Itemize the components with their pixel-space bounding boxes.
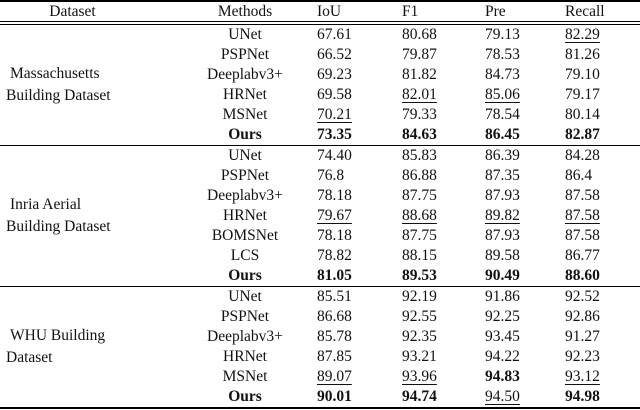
table-section [0,287,640,407]
metric-value-cell: 78.82 [317,247,352,264]
metric-value-cell: 69.23 [317,66,352,83]
metric-value-cell: 89.82 [485,207,520,224]
metric-value-cell: 92.55 [402,308,437,325]
metric-value-cell: 87.85 [317,348,352,365]
metric-value-cell: 84.73 [485,66,520,83]
metric-value-cell: 88.15 [402,247,437,264]
method-name-cell: Ours [228,267,262,284]
metric-value-cell: 79.87 [402,46,437,63]
metric-value-cell: 81.05 [317,267,352,284]
dataset-label-line: Massachusetts [10,65,100,82]
metric-value-cell: 92.86 [565,308,600,325]
column-header-methods: Methods [217,2,273,20]
column-header-recall: Recall [565,2,605,20]
method-name-cell: Deeplabv3+ [207,187,283,204]
metric-value-cell: 69.58 [317,86,352,103]
dataset-label-line: Dataset [6,349,53,366]
metric-value-cell: 90.01 [317,388,352,405]
dataset-label-line: Building Dataset [6,87,111,104]
dataset-label [0,25,180,145]
metric-value-cell: 79.67 [317,207,352,224]
metric-value-cell: 78.54 [485,106,520,123]
method-name-cell: PSPNet [220,46,270,63]
metric-value-cell: 86.4 [565,167,593,184]
metric-value-cell: 76.8 [317,167,345,184]
metric-value-cell: 73.35 [317,126,352,143]
metric-value-cell: 87.35 [485,167,520,184]
method-name-cell: MSNet [222,106,268,123]
metric-value-cell: 86.68 [317,308,352,325]
metric-value-cell: 86.39 [485,147,520,164]
method-name-cell: UNet [228,147,262,164]
metric-value-cell: 81.82 [402,66,437,83]
column-header-iou: IoU [317,2,342,20]
metric-value-cell: 90.49 [485,267,520,284]
metric-value-cell: 93.45 [485,328,520,345]
table-header-row [0,2,640,21]
dataset-label [0,287,180,407]
table-body [0,25,640,407]
metric-value-cell: 86.45 [485,126,520,143]
method-name-cell: Ours [228,388,262,405]
metric-value-cell: 92.23 [565,348,600,365]
metric-value-cell: 66.52 [317,46,352,63]
metric-value-cell: 84.28 [565,147,600,164]
table-section [0,146,640,286]
metric-value-cell: 92.19 [402,288,437,305]
metric-value-cell: 85.06 [485,86,520,103]
column-header-dataset-label: Dataset [49,2,96,20]
metric-value-cell: 89.53 [402,267,437,284]
metric-value-cell: 79.33 [402,106,437,123]
metric-value-cell: 92.25 [485,308,520,325]
metric-value-cell: 88.60 [565,267,600,284]
metric-value-cell: 86.77 [565,247,600,264]
metric-value-cell: 82.87 [565,126,600,143]
metric-value-cell: 87.93 [485,227,520,244]
metric-value-cell: 92.35 [402,328,437,345]
metric-value-cell: 85.83 [402,147,437,164]
column-header-f1: F1 [402,2,419,20]
metric-value-cell: 78.18 [317,227,352,244]
metric-value-cell: 87.75 [402,187,437,204]
metric-value-cell: 79.13 [485,26,520,43]
method-name-cell: HRNet [223,207,267,224]
method-name-cell: Deeplabv3+ [207,66,283,83]
metric-value-cell: 92.52 [565,288,600,305]
column-header-pre: Pre [485,2,506,20]
metric-value-cell: 87.58 [565,187,600,204]
metric-value-cell: 87.93 [485,187,520,204]
metric-value-cell: 94.74 [402,388,437,405]
metric-value-cell: 81.26 [565,46,600,63]
metric-value-cell: 89.07 [317,368,352,385]
metric-value-cell: 87.58 [565,207,600,224]
dataset-label-line: Inria Aerial [10,196,82,213]
metric-value-cell: 82.01 [402,86,437,103]
metric-value-cell: 94.50 [485,388,520,405]
method-name-cell: BOMSNet [211,227,279,244]
method-name-cell: HRNet [223,348,267,365]
metric-value-cell: 74.40 [317,147,352,164]
method-name-cell: Deeplabv3+ [207,328,283,345]
metric-value-cell: 86.88 [402,167,437,184]
method-name-cell: UNet [228,288,262,305]
metric-value-cell: 94.83 [485,368,520,385]
dataset-label [0,146,180,286]
metric-value-cell: 91.86 [485,288,520,305]
metric-value-cell: 94.22 [485,348,520,365]
metric-value-cell: 93.96 [402,368,437,385]
table-bottom-rule [0,407,640,409]
metric-value-cell: 93.12 [565,368,600,385]
metric-value-cell: 80.14 [565,106,600,123]
method-name-cell: UNet [228,26,262,43]
method-name-cell: Ours [228,126,262,143]
metric-value-cell: 78.53 [485,46,520,63]
metric-value-cell: 67.61 [317,26,352,43]
metric-value-cell: 85.51 [317,288,352,305]
metric-value-cell: 93.21 [402,348,437,365]
dataset-label-line: WHU Building [10,327,106,344]
metric-value-cell: 87.58 [565,227,600,244]
method-name-cell: LCS [230,247,260,264]
method-name-cell: HRNet [223,86,267,103]
metric-value-cell: 84.63 [402,126,437,143]
method-name-cell: MSNet [222,368,268,385]
metric-value-cell: 88.68 [402,207,437,224]
metric-value-cell: 91.27 [565,328,600,345]
metric-value-cell: 94.98 [565,388,600,405]
metric-value-cell: 82.29 [565,26,600,43]
method-name-cell: PSPNet [220,167,270,184]
metric-value-cell: 79.17 [565,86,600,103]
metric-value-cell: 78.18 [317,187,352,204]
metric-value-cell: 79.10 [565,66,600,83]
metric-value-cell: 80.68 [402,26,437,43]
column-header-dataset [0,3,180,21]
metric-value-cell: 85.78 [317,328,352,345]
metric-value-cell: 87.75 [402,227,437,244]
metric-value-cell: 70.21 [317,106,352,123]
dataset-label-line: Building Dataset [6,218,111,235]
method-name-cell: PSPNet [220,308,270,325]
table-section [0,25,640,145]
metric-value-cell: 89.58 [485,247,520,264]
